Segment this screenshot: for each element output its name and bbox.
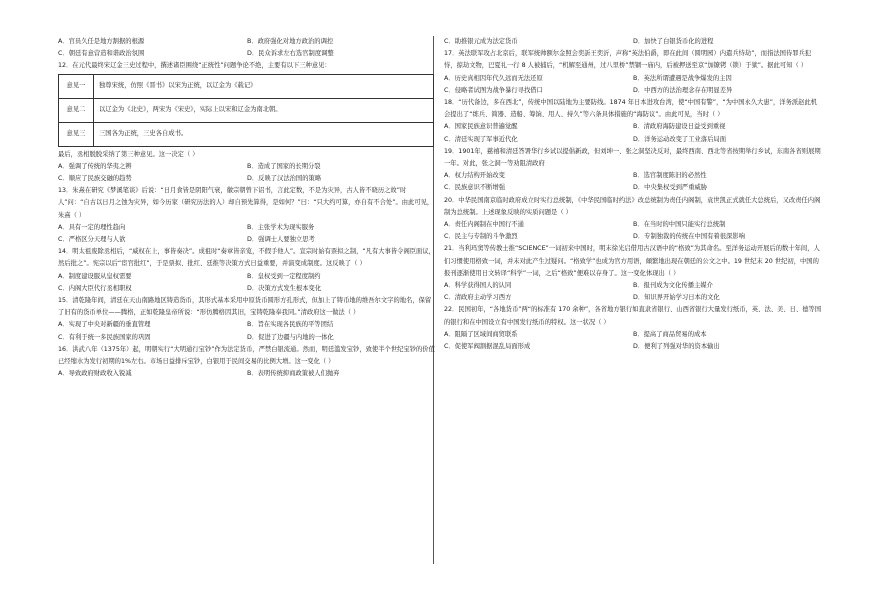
q13-options — [58, 222, 436, 246]
q16-option-a: A．导致政府财政收入锐减 — [58, 370, 132, 378]
q22-option-b: B．提高了商品贸易的成本 — [633, 330, 707, 338]
q15-option-d: D．促进了边疆与内地的一体化 — [247, 333, 334, 341]
q22-options — [444, 329, 822, 353]
q14-option-c: C．内阁大臣代行丞相职权 — [58, 284, 132, 292]
q17-option-a: A．历史真相因年代久远而无法还原 — [444, 74, 543, 82]
q14-options — [58, 271, 436, 295]
q13-option-a: A．具有一定的理性趋向 — [58, 223, 126, 231]
q11-option-a: A．官员久任是地方割据的根源 — [58, 38, 145, 45]
q18-stem: 18．“历代备边，多在西北”，传统中国以陆地为主要防线。1874 年日本进攻台湾，使“中国有警”，“为中国永久大患”，洋务派赵此机会提出了“练兵、简器、造船、筹饷、用人、持久”等六条具体措施的“海防议”。由此可见，当时（ ） — [444, 99, 818, 119]
q18-option-d: D．洋务运动改变了工业落后局面 — [633, 135, 727, 143]
q19-option-c: C．民族意识不断增强 — [444, 184, 506, 192]
q18-options — [444, 121, 822, 145]
table-row — [59, 74, 434, 98]
q19-option-d: D．中央集权受到严重威胁 — [633, 184, 708, 192]
q20-option-b: B．在当时的中国只能实行总统制 — [633, 221, 726, 229]
q12-option-d: D．反映了汉法治国的策略 — [247, 175, 322, 183]
q11-options — [58, 36, 436, 60]
q14-option-a: A．制度建设服从皇权需要 — [58, 272, 132, 280]
q17-option-d: D．中西方的法治理念存在明显差异 — [633, 86, 733, 94]
q19-options — [444, 170, 822, 194]
q13-option-b: B．主张学术为现实服务 — [247, 223, 315, 231]
q16-options-continued — [444, 36, 822, 48]
q21-option-d: D．知识界开始学习日本的文化 — [633, 294, 720, 302]
q15-option-b: B．旨在实现各民族的平等团结 — [247, 321, 334, 329]
q15-stem: 15．清乾隆年间，清廷在天山南路地区铸造货币，其形式基本采用中原货币圆形方孔形式，但加上了铸币地的维吾尔文字的地名，保留了旧有的货币单位——腾格，正如乾隆皇帝所说：“形仿腾格因其旧，宝铸乾隆奉我同。”清政府这一做法（ ） — [58, 297, 432, 317]
q13-stem: 13．朱熹在研究《梦溪笔谈》后说：“日月食皆是阴阳气衰，徽宗朝曾下诏书，言此定数，不是为灾异，古人皆不晓历之故”时人”问：“自古以日月之蚀为灾异，如今历家（研究历法的人）却自预先算得，是如何？”曰：“只大约可算，亦自有不合处”。由此可见，朱熹（ ） — [58, 187, 434, 219]
q12-option-a: A．强调了传统的华夷之辨 — [58, 162, 132, 170]
table-row — [59, 122, 434, 146]
right-column — [444, 36, 822, 353]
q19-stem: 19．1901年，慈禧和清廷答署华行乡试以提倡新政，但刘坤一、张之洞坚决反对，最终西南、西北等省按期举行乡试，东南各省则展期一年。对此，张之洞一等劝阻清政府 — [444, 147, 821, 168]
q16-option-b: B．表明传统抑商政策被人们抛弃 — [247, 370, 340, 378]
q17-stem: 17．英法联军攻占北京后，联军统帅额尔金照会奕訢王奕沂，声称“英法伯爵，即在此间（圆明园）内遣兵恃劫”，而指法国侍罪兵犯恃，掠劫文物，巴夏礼一行 8 人被捕后，“机解至通州，过八里桥”禁锢一庙内，后被押送至京“加镣铐（锁）于狱”。据此可知（ ） — [444, 50, 812, 70]
left-column — [58, 36, 436, 380]
q19-option-a: A．权力结构开始改变 — [444, 172, 505, 180]
opinion-text: 以辽金为《北史》，两宋为《宋史》，实际上以宋和辽金为南北朝。 — [94, 98, 434, 122]
opinion-label: 意见三 — [59, 122, 94, 146]
q12-stem: 12．在元代最终宋辽金三史过程中，撰述诸臣围绕“正统性”问题争论不绝，主要有以下三种意见： — [58, 62, 331, 70]
q19-option-b: B．选官制度陈旧的必然性 — [633, 172, 707, 180]
opinion-label: 意见一 — [59, 74, 94, 98]
opinion-label: 意见二 — [59, 98, 94, 122]
q16-option-c: C．助推银元成为法定货币 — [444, 38, 518, 45]
q21-options — [444, 280, 822, 304]
q11-option-b: B．政府强化对地方政治的调控 — [247, 38, 334, 45]
q22-option-a: A．阻隔了区域间商贸联系 — [444, 330, 518, 338]
opinion-text: 独尊宋统，仿照《晋书》以宋为正统，以辽金为《载记》 — [94, 74, 434, 98]
q16-option-d: D．加快了白银货币化的进程 — [633, 38, 714, 45]
q15-options — [58, 319, 436, 343]
q21-option-c: C．清政府主动学习西方 — [444, 294, 512, 302]
q17-option-b: B．英法所谓遭遇是战争爆发的主因 — [633, 74, 732, 82]
q13-option-d: D．强调士人要独立思考 — [247, 236, 315, 244]
q22-stem: 22．民国初年，“各地货币”两“的标准有 170 余种”，各省地方银行如直隶省银行、山西省银行大量发行纸币，英、法、美、日、德等国的银行和在中国设立有中国发行纸币的特权。这一状况（ ） — [444, 306, 822, 326]
q11-option-d: D．民众诉求左右选官制度调整 — [247, 50, 334, 58]
q14-option-d: D．决策方式发生根本变化 — [247, 284, 322, 292]
q12-options — [58, 161, 436, 185]
q17-option-c: C．侵略者试图为战争暴行寻找借口 — [444, 86, 543, 94]
q12-option-b: B．造成了国家的长期分裂 — [247, 162, 321, 170]
opinion-text: 三国各为正统，三史各自成书。 — [94, 122, 434, 146]
q18-option-a: A．国家民族意识普遍觉醒 — [444, 123, 518, 131]
q12-option-c: C．顺应了民族交融的趋势 — [58, 175, 132, 183]
q20-options — [444, 219, 822, 243]
q20-option-d: D．专制独裁的传统在中国有着很深影响 — [633, 233, 745, 241]
q17-options — [444, 73, 822, 97]
q21-option-a: A．科学获得国人的认同 — [444, 282, 512, 290]
table-row — [59, 98, 434, 122]
q20-stem: 20．中华民国南京临时政府成立时实行总统制，《中华民国临时约法》改总统制为责任内阁制，袁世凯正式就任大总统后，又改责任内阁制为总统制。上述现象反映的实质问题是（ ） — [444, 196, 821, 216]
q11-option-c: C．朝廷有意营造和谐政治氛围 — [58, 50, 145, 58]
q13-option-c: C．严格区分天理与人欲 — [58, 236, 126, 244]
q15-option-a: A．实现了中央对新疆的垂直管理 — [58, 321, 151, 329]
q12-opinion-table — [58, 74, 434, 147]
q21-stem: 21．当利玛窦等传教士推“SCIENCE”一词初来中国时，明末徐光启借用古汉语中的“格致”为其命名。至洋务运动开展后的数十年间，人们习惯使用格致一词，并未对此产生过疑问。“格致学”也成为官方用语，頗繁地出现在朝廷的公文之中。19 世纪末 20 世纪初，中国的报刊逐渐使用日文转译“科学”一词，之后“格致”便难以存身了。这一变化体现出（ ） — [444, 245, 820, 277]
q18-option-b: B．清政府海防建设日益受到重视 — [633, 123, 726, 131]
q15-option-c: C．有利于统一多民族国家的巩固 — [58, 333, 151, 341]
q20-option-c: C．民主与专制的斗争激烈 — [444, 233, 518, 241]
q18-option-c: C．清廷实现了军事近代化 — [444, 135, 518, 143]
q16-stem: 16．洪武八年（1375年）起，明朝实行“大明通行宝钞”作为法定货币，严禁白银流通。然而，明廷滥发宝钞，致使半个世纪宝钞的价值已经缩水为发行初期的1%左右。市场日益排斥宝钞，白银用于民间交易的比例大增。这一变化（ ） — [58, 345, 435, 366]
q12-tail: 最后，丞相脱脱采纳了第三种意见。这一决定（ ） — [58, 150, 199, 158]
q20-option-a: A．责任内阁制在中国行不通 — [444, 221, 524, 229]
q14-option-b: B．皇权受到一定程度制约 — [247, 272, 321, 280]
q16-options — [58, 368, 436, 380]
q14-stem: 14．明太祖废除丞相后，“威权在上，事皆奏决”。成祖时“奏章皆亲览，不假手他人”。宣宗时始有票拟之制，“凡有大事皆令阁臣面议，然后批之”。宪宗以后“宦官批红”，于是票拟、批红、廷推等决策方式日益重要，并演变成制度。这反映了（ ） — [58, 248, 435, 268]
q21-option-b: B．报刊成为文化传播主媒介 — [633, 282, 713, 290]
q22-option-c: C．促使军阀割据混乱局面形成 — [444, 343, 531, 351]
q22-option-d: D．便利了列强对华的资本输出 — [633, 343, 720, 351]
